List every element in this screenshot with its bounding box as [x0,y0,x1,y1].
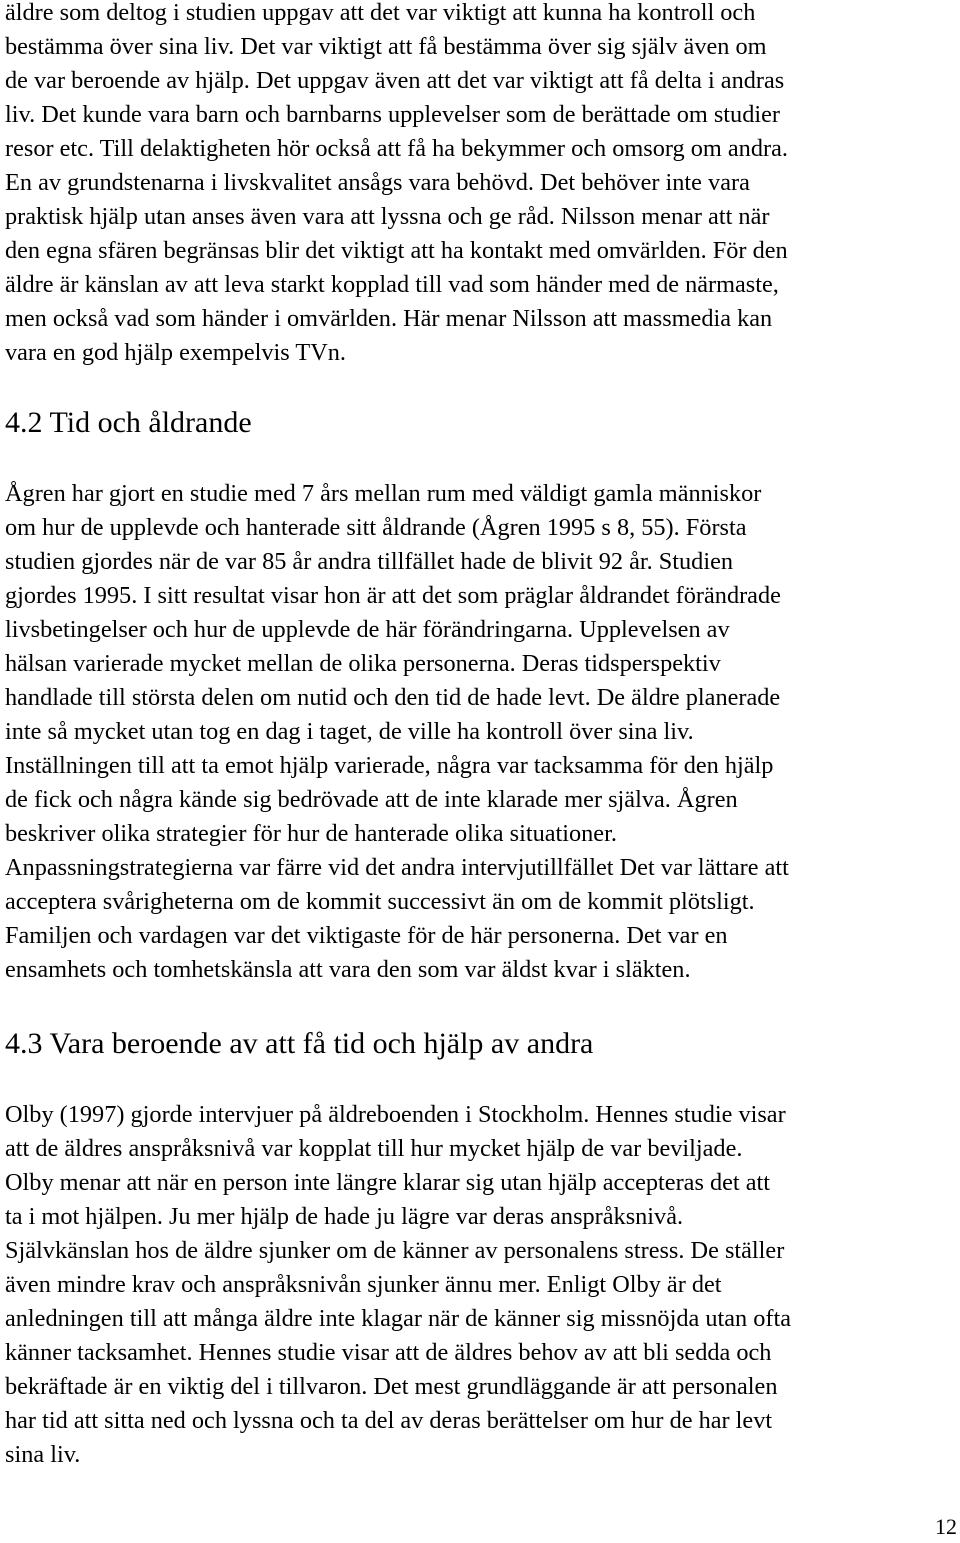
text-line: äldre som deltog i studien uppgav att det var viktigt att kunna ha kontroll och [5,0,756,26]
text-line: Olby (1997) gjorde intervjuer på äldreboenden i Stockholm. Hennes studie visar [5,1101,786,1128]
text-line: resor etc. Till delaktigheten hör också att få ha bekymmer och omsorg om andra. [5,135,788,162]
text-line: även mindre krav och anspråksnivån sjunker ännu mer. Enligt Olby är det [5,1271,722,1298]
text-line: beskriver olika strategier för hur de hanterade olika situationer. [5,820,617,847]
text-line: vara en god hjälp exempelvis TVn. [5,339,346,366]
text-line: den egna sfären begränsas blir det viktigt att ha kontakt med omvärlden. För den [5,237,788,264]
text-line: Självkänslan hos de äldre sjunker om de känner av personalens stress. De ställer [5,1237,785,1264]
text-line: ensamhets och tomhetskänsla att vara den som var äldst kvar i släkten. [5,956,691,983]
text-line: känner tacksamhet. Hennes studie visar att de äldres behov av att bli sedda och [5,1339,772,1366]
text-line: om hur de upplevde och hanterade sitt åldrande (Ågren 1995 s 8, 55). Första [5,514,747,541]
text-line: hälsan varierade mycket mellan de olika personerna. Deras tidsperspektiv [5,650,721,677]
text-line: ta i mot hjälpen. Ju mer hjälp de hade ju lägre var deras anspråksnivå. [5,1203,684,1230]
text-line: anledningen till att många äldre inte klagar när de känner sig missnöjda utan ofta [5,1305,792,1332]
text-line: liv. Det kunde vara barn och barnbarns upplevelser som de berättade om studier [5,101,780,128]
page-number: 12 [935,1514,957,1539]
text-line: studien gjordes när de var 85 år andra tillfället hade de blivit 92 år. Studien [5,548,734,575]
text-line: äldre är känslan av att leva starkt kopplad till vad som händer med de närmaste, [5,271,779,298]
body-paragraph-2 [5,477,789,987]
text-line: Anpassningstrategierna var färre vid det andra intervjutillfället Det var lättare att [5,854,789,881]
text-line: Ågren har gjort en studie med 7 års mellan rum med väldigt gamla människor [5,480,762,507]
text-line: sina liv. [5,1441,81,1468]
text-line: Familjen och vardagen var det viktigaste för de här personerna. Det var en [5,922,728,949]
text-line: inte så mycket utan tog en dag i taget, de ville ha kontroll över sina liv. [5,718,694,745]
text-line: livsbetingelser och hur de upplevde de här förändringarna. Upplevelsen av [5,616,730,643]
text-line: har tid att sitta ned och lyssna och ta del av deras berättelser om hur de har levt [5,1407,773,1434]
text-line: att de äldres anspråksnivå var kopplat till hur mycket hjälp de var beviljade. [5,1135,743,1162]
section-heading-4-2: 4.2 Tid och åldrande [5,406,252,439]
body-paragraph-1 [5,0,788,370]
text-line: acceptera svårigheterna om de kommit successivt än om de kommit plötsligt. [5,888,755,915]
text-line: de var beroende av hjälp. Det uppgav även att det var viktigt att få delta i andras [5,67,785,94]
text-line: gjordes 1995. I sitt resultat visar hon är att det som präglar åldrandet förändrade [5,582,781,609]
text-line: praktisk hjälp utan anses även vara att lyssna och ge råd. Nilsson menar att när [5,203,770,230]
text-line: Inställningen till att ta emot hjälp varierade, några var tacksamma för den hjälp [5,752,774,779]
text-line: handlade till största delen om nutid och den tid de hade levt. De äldre planerade [5,684,781,711]
text-line: bekräftade är en viktig del i tillvaron. Det mest grundläggande är att personalen [5,1373,778,1400]
text-line: men också vad som händer i omvärlden. Här menar Nilsson att massmedia kan [5,305,773,332]
body-paragraph-3 [5,1098,791,1472]
text-line: Olby menar att när en person inte längre klarar sig utan hjälp accepteras det att [5,1169,771,1196]
text-line: En av grundstenarna i livskvalitet ansågs vara behövd. Det behöver inte vara [5,169,750,196]
text-line: bestämma över sina liv. Det var viktigt att få bestämma över sig själv även om [5,33,767,60]
text-line: de fick och några kände sig bedrövade att de inte klarade mer själva. Ågren [5,786,738,813]
section-heading-4-3: 4.3 Vara beroende av att få tid och hjälp av andra [5,1027,594,1060]
